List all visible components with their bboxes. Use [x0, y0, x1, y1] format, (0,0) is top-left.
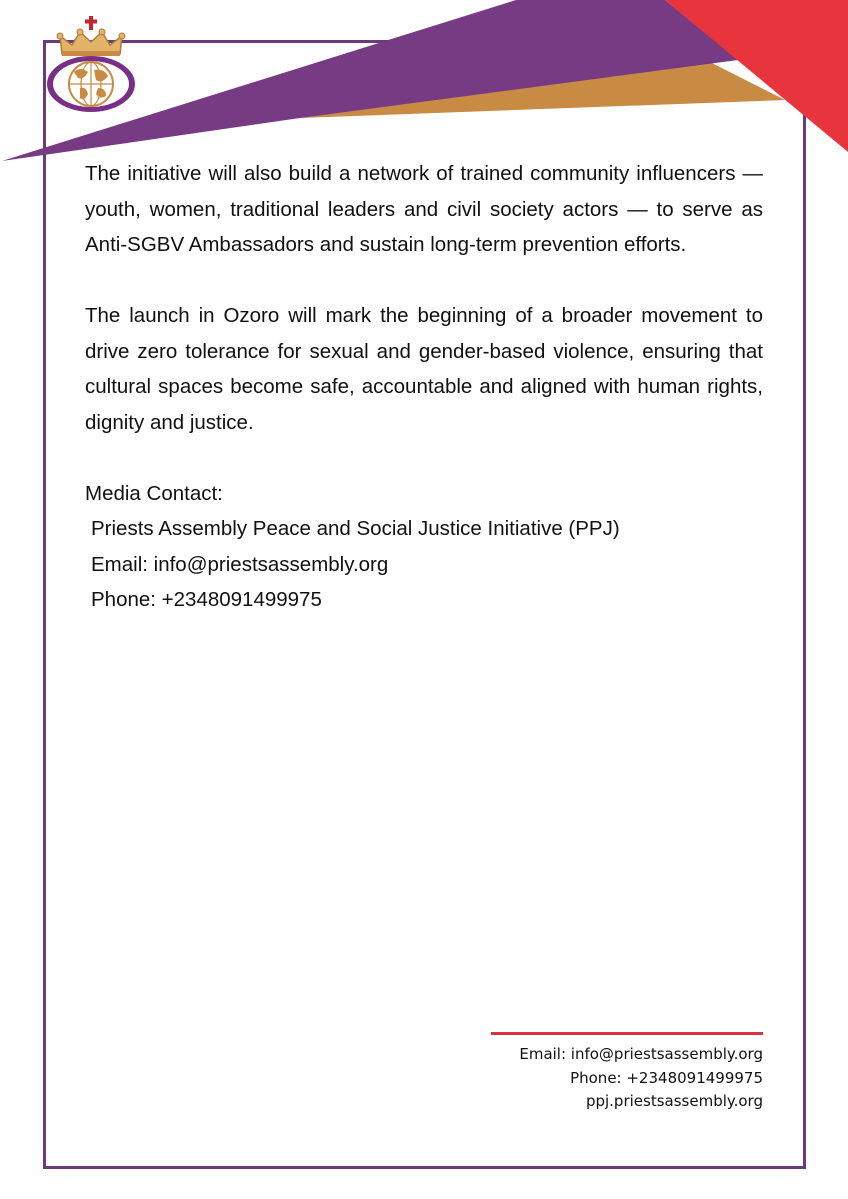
- footer-email: Email: info@priestsassembly.org: [519, 1045, 763, 1063]
- body-paragraph-2: The launch in Ozoro will mark the beginning of a broader movement to drive zero tolerance for sexual and gender-based violence, ensuring that cultural spaces become safe, accountable and aligned with human rights, dignity and justice.: [85, 304, 763, 434]
- document-body: [85, 156, 763, 618]
- media-contact-block: [85, 476, 763, 618]
- media-contact-organization: Priests Assembly Peace and Social Justice Initiative (PPJ): [91, 517, 620, 540]
- media-contact-heading: Media Contact:: [85, 481, 223, 505]
- footer-phone: Phone: +2348091499975: [570, 1068, 763, 1087]
- organization-logo-icon: [44, 14, 142, 114]
- footer-divider: [491, 1032, 763, 1035]
- footer-website: ppj.priestsassembly.org: [585, 1092, 763, 1110]
- media-contact-email: Email: info@priestsassembly.org: [91, 552, 389, 576]
- body-paragraph-1: The initiative will also build a network of trained community influencers — youth, women, traditional leaders and civil society actors — to serve as Anti-SGBV Ambassadors and sustain long-term prevention efforts.: [85, 162, 763, 256]
- media-contact-phone: Phone: +2348091499975: [91, 588, 322, 611]
- footer-contact-block: [519, 1043, 763, 1114]
